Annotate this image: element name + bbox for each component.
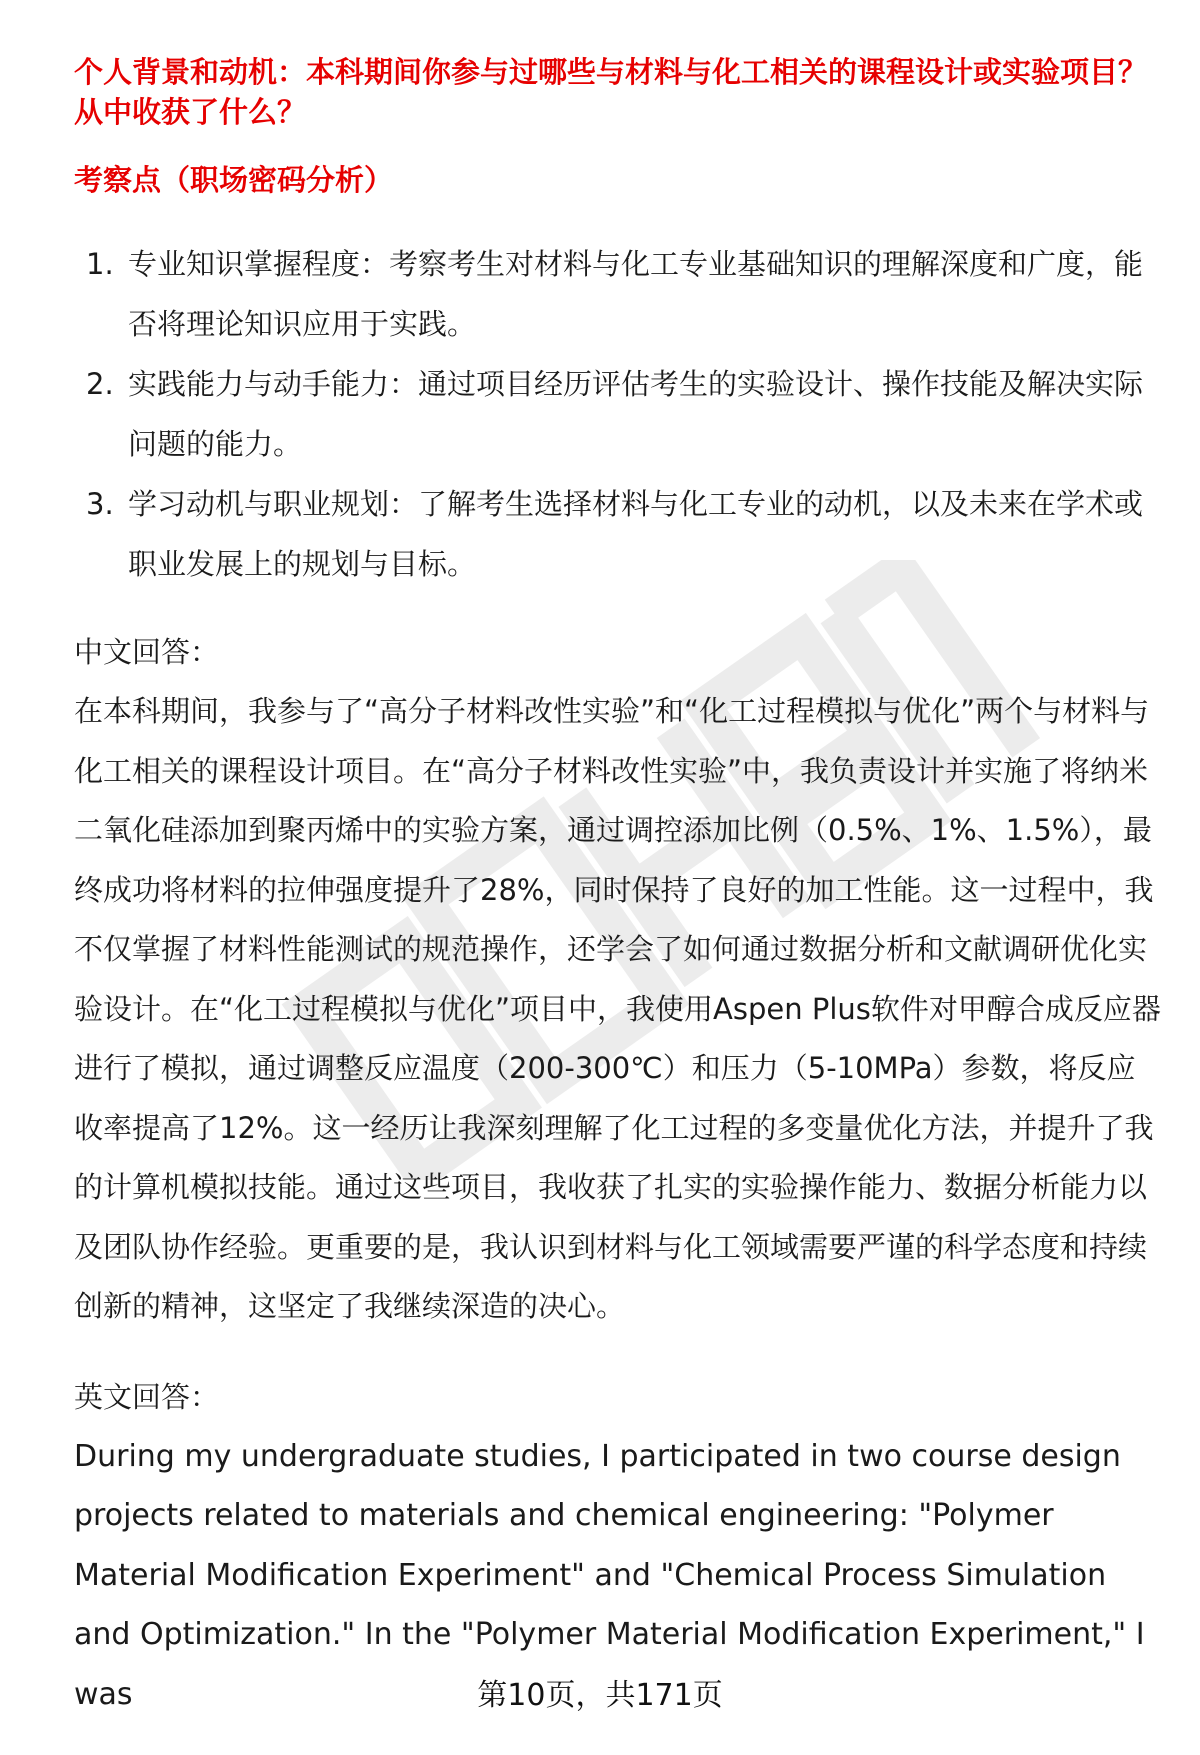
list-item-text: 学习动机与职业规划：了解考生选择材料与化工专业的动机，以及未来在学术或职业发展上的规划与目标。 — [128, 487, 1144, 581]
list-item — [74, 354, 1164, 474]
list-item-number: 3. — [86, 487, 114, 521]
assessment-points-list — [74, 234, 1164, 594]
question-heading: 个人背景和动机：本科期间你参与过哪些与材料与化工相关的课程设计或实验项目？从中收获了什么？ — [74, 55, 1148, 129]
english-answer-text: During my undergraduate studies, I participated in two course design projects related to materials and chemical engineering: "Polymer Material Modification Experiment" and "Chemical Process Simulation and Optimization." In the "Polymer Material Modification Experiment," I was — [74, 1438, 1145, 1712]
english-answer-label: 英文回答： — [74, 1379, 220, 1414]
section-title-assessment-points: 考察点（职场密码分析） — [74, 163, 394, 197]
chinese-answer-text: 在本科期间，我参与了“高分子材料改性实验”和“化工过程模拟与优化”两个与材料与化工相关的课程设计项目。在“高分子材料改性实验”中，我负责设计并实施了将纳米二氧化硅添加到聚丙烯中的实验方案，通过调控添加比例（0.5%、1%、1.5%），最终成功将材料的拉伸强度提升了28%，同时保持了良好的加工性能。这一过程中，我不仅掌握了材料性能测试的规范操作，还学会了如何通过数据分析和文献调研优化实验设计。在“化工过程模拟与优化”项目中，我使用Aspen Plus软件对甲醇合成反应器进行了模拟，通过调整反应温度（200-300℃）和压力（5-10MPa）参数，将反应收率提高了12%。这一经历让我深刻理解了化工过程的多变量优化方法，并提升了我的计算机模拟技能。通过这些项目，我收获了扎实的实验操作能力、数据分析能力以及团队协作经验。更重要的是，我认识到材料与化工领域需要严谨的科学态度和持续创新的精神，这坚定了我继续深造的决心。 — [74, 694, 1161, 1323]
chinese-answer-label: 中文回答： — [74, 635, 220, 669]
document-page — [74, 52, 1164, 1724]
list-item-number: 1. — [86, 247, 114, 281]
list-item-number: 2. — [86, 367, 114, 401]
list-item-text: 专业知识掌握程度：考察考生对材料与化工专业基础知识的理解深度和广度，能否将理论知识应用于实践。 — [128, 247, 1144, 341]
page-number-footer: 第10页，共171页 — [477, 1678, 723, 1713]
list-item-text: 实践能力与动手能力：通过项目经历评估考生的实验设计、操作技能及解决实际问题的能力。 — [128, 367, 1144, 461]
list-item — [74, 474, 1164, 594]
list-item — [74, 234, 1164, 354]
